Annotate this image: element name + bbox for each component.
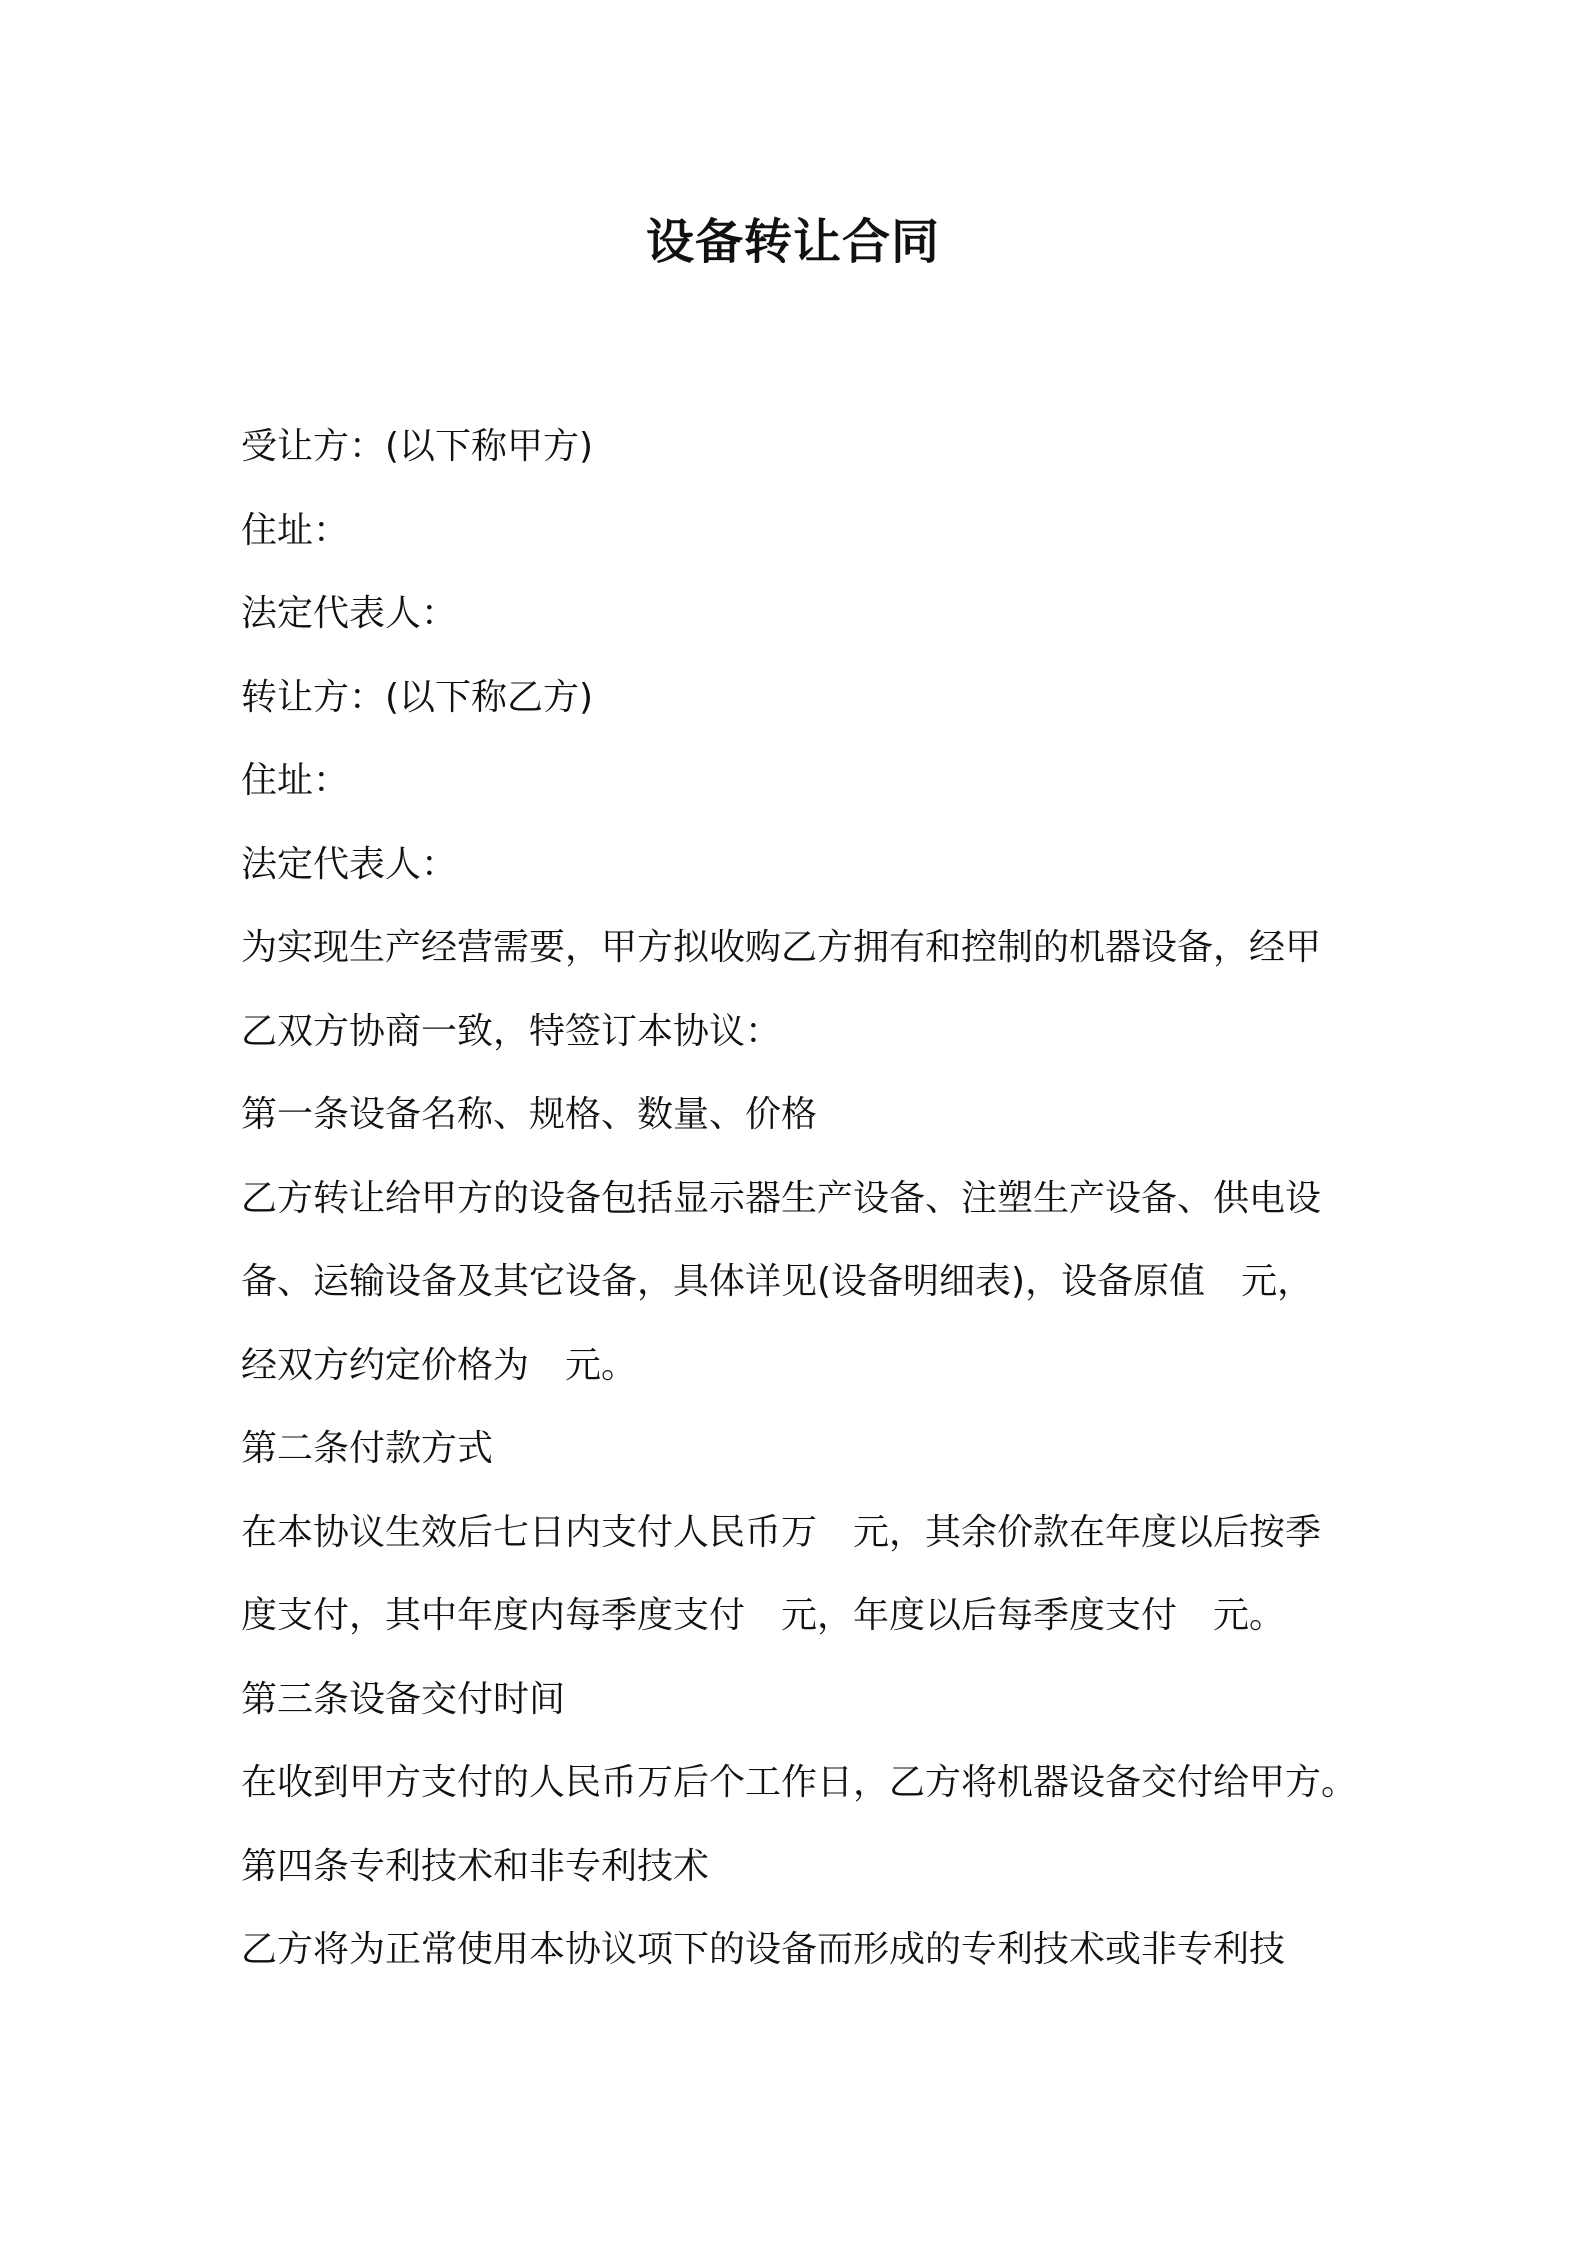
transferee-address-line: 住址： — [241, 509, 350, 551]
article-3-heading: 第三条设备交付时间 — [241, 1678, 566, 1720]
preamble-line-1: 为实现生产经营需要，甲方拟收购乙方拥有和控制的机器设备，经甲 — [241, 927, 1322, 968]
transferor-line: 转让方：(以下称乙方) — [241, 676, 594, 718]
article-4-text-line-1: 乙方将为正常使用本协议项下的设备而形成的专利技术或非专利技 — [241, 1929, 1286, 1970]
article-1-heading: 第一条设备名称、规格、数量、价格 — [241, 1094, 818, 1135]
transferor-representative-line: 法定代表人： — [241, 843, 458, 885]
transferee-representative-line: 法定代表人： — [241, 593, 458, 634]
article-1-text-line-3: 经双方约定价格为 元。 — [241, 1344, 638, 1386]
article-2-text-line-1: 在本协议生效后七日内支付人民币万 元，其余价款在年度以后按季 — [241, 1511, 1322, 1553]
article-2-heading: 第二条付款方式 — [241, 1428, 494, 1469]
article-3-text-line-1: 在收到甲方支付的人民币万后个工作日，乙方将机器设备交付给甲方。 — [241, 1762, 1358, 1803]
transferee-line: 受让方：(以下称甲方) — [241, 426, 594, 467]
article-1-text-line-1: 乙方转让给甲方的设备包括显示器生产设备、注塑生产设备、供电设 — [241, 1177, 1322, 1219]
preamble-line-2: 乙双方协商一致，特签订本协议： — [241, 1010, 782, 1052]
document-title: 设备转让合同 — [645, 214, 940, 270]
document-body — [241, 405, 1366, 1992]
article-2-text-line-2: 度支付，其中年度内每季度支付 元，年度以后每季度支付 元。 — [241, 1595, 1286, 1636]
article-4-heading: 第四条专利技术和非专利技术 — [241, 1845, 710, 1887]
article-1-text-line-2: 备、运输设备及其它设备，具体详见(设备明细表)，设备原值 元， — [241, 1261, 1314, 1302]
transferor-address-line: 住址： — [241, 760, 350, 801]
